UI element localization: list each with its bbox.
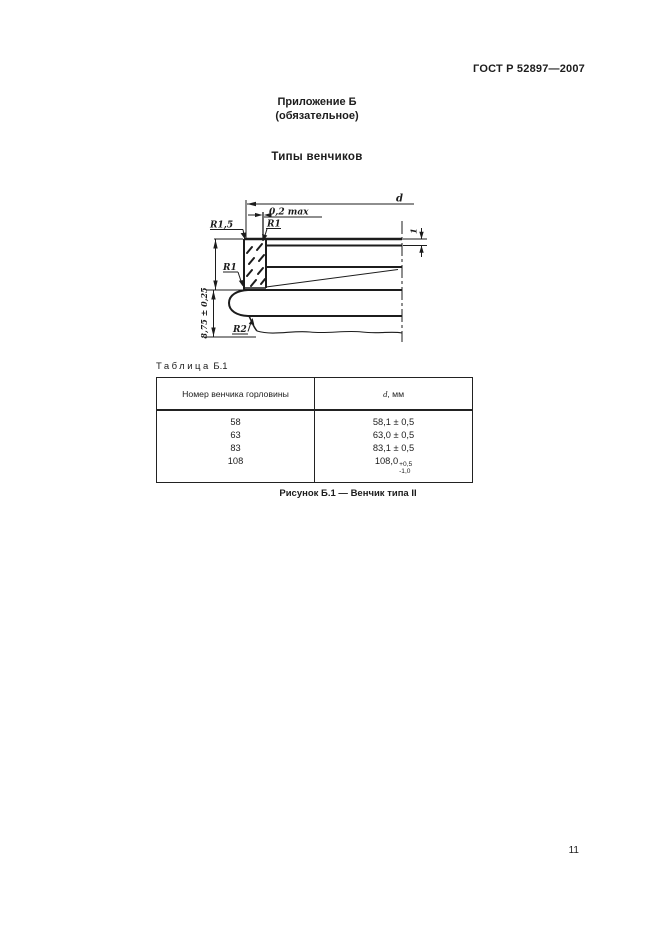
tolerance-stack [399,462,412,475]
neck-number-value: 83 [230,443,241,453]
table-title-word: Таблица [156,361,211,372]
section-title: Типы венчиков [271,151,363,163]
d-value: 83,1 ± 0,5 [372,443,415,453]
table-body-row [157,410,473,483]
table-title [156,361,228,372]
section-hatching [247,244,265,286]
break-line [257,331,402,333]
label-r1-left: R1 [223,263,237,273]
table-b1 [156,377,473,483]
tolerance-lower: -1,0 [399,467,411,475]
neck-number-cell [157,410,315,483]
figure-b1-technical-drawing [170,184,442,356]
d-value: 58,1 ± 0,5 [372,417,415,427]
label-02max: 0,2 max [269,207,309,218]
neck-number-value: 108 [227,456,244,466]
bead-profile [229,290,248,316]
appendix-subtitle: (обязательное) [275,110,359,122]
tolerance-upper: +0,5 [399,461,413,468]
appendix-title: Приложение Б [277,96,357,108]
document-number: ГОСТ Р 52897—2007 [473,63,585,75]
label-r2: R2 [233,325,247,335]
col-header-neck-number: Номер венчика горловины [157,378,315,411]
label-r1-top: R1 [267,219,281,230]
neck-number-value: 58 [230,417,241,427]
label-r15: R1,5 [210,220,234,231]
label-d: d [396,193,403,205]
table-title-number: Б.1 [213,361,228,372]
d-value: 63,0 ± 0,5 [372,430,415,440]
neck-number-value: 63 [230,430,241,440]
label-wall-thickness: 1 [409,228,420,234]
d-value: 108,0 [374,456,399,466]
figure-caption: Рисунок Б.1 — Венчик типа II [279,488,417,499]
table-header-row [157,378,473,411]
col-header-d-symbol: d [382,388,388,399]
page-number: 11 [568,845,579,856]
label-height-dimension: 8,75 ± 0,25 [199,287,209,339]
col-header-d-mm [315,378,473,411]
d-value-cell [315,410,473,483]
d-value-with-tolerance [315,455,472,475]
taper-line [266,270,398,288]
col-header-d-unit: , мм [387,388,405,399]
